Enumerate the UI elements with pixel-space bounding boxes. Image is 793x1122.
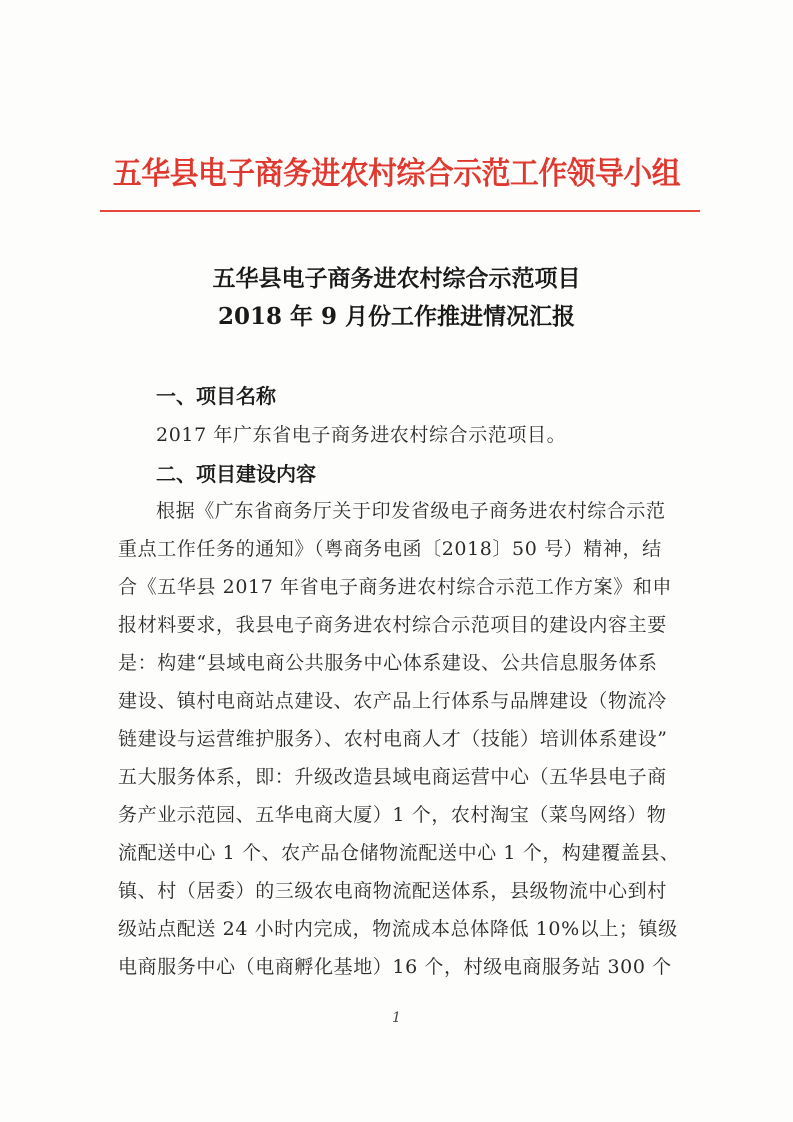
project-name-text: 2017 年广东省电子商务进农村综合示范项目。 xyxy=(156,424,567,446)
page-number: 1 xyxy=(392,1010,401,1026)
paragraph-line: 流配送中心 1 个、农产品仓储物流配送中心 1 个，构建覆盖县、 xyxy=(118,842,680,864)
paragraph-line: 镇、村（居委）的三级农电商物流配送体系，县级物流中心到村 xyxy=(118,880,667,902)
paragraph-line: 电商服务中心（电商孵化基地）16 个，村级电商服务站 300 个 xyxy=(118,956,672,978)
paragraph-line: 根据《广东省商务厅关于印发省级电子商务进农村综合示范 xyxy=(156,500,666,522)
paragraph-line: 务产业示范园、五华电商大厦）1 个，农村淘宝（菜鸟网络）物 xyxy=(118,804,667,826)
paragraph-line: 级站点配送 24 小时内完成，物流成本总体降低 10%以上；镇级 xyxy=(118,918,678,940)
paragraph-line: 报材料要求，我县电子商务进农村综合示范项目的建设内容主要 xyxy=(118,614,667,636)
document-title-line-2: 2018 年 9 月份工作推进情况汇报 xyxy=(217,303,576,330)
paragraph-line: 五大服务体系，即：升级改造县域电商运营中心（五华县电子商 xyxy=(118,766,667,788)
paragraph-line: 链建设与运营维护服务）、农村电商人才（技能）培训体系建设” xyxy=(118,728,668,750)
section-heading-construction-content: 二、项目建设内容 xyxy=(156,462,316,486)
section-heading-project-name: 一、项目名称 xyxy=(156,384,276,408)
letterhead-divider xyxy=(100,210,700,212)
letterhead-title: 五华县电子商务进农村综合示范工作领导小组 xyxy=(112,156,681,192)
paragraph-line: 合《五华县 2017 年省电子商务进农村综合示范工作方案》和申 xyxy=(118,576,673,598)
paragraph-line: 建设、镇村电商站点建设、农产品上行体系与品牌建设（物流冷 xyxy=(118,690,667,712)
paragraph-line: 是：构建“县域电商公共服务中心体系建设、公共信息服务体系 xyxy=(118,652,658,674)
paragraph-line: 重点工作任务的通知》（粤商务电函〔2018〕50 号）精神，结 xyxy=(118,538,662,560)
document-title-line-1: 五华县电子商务进农村综合示范项目 xyxy=(212,265,581,292)
